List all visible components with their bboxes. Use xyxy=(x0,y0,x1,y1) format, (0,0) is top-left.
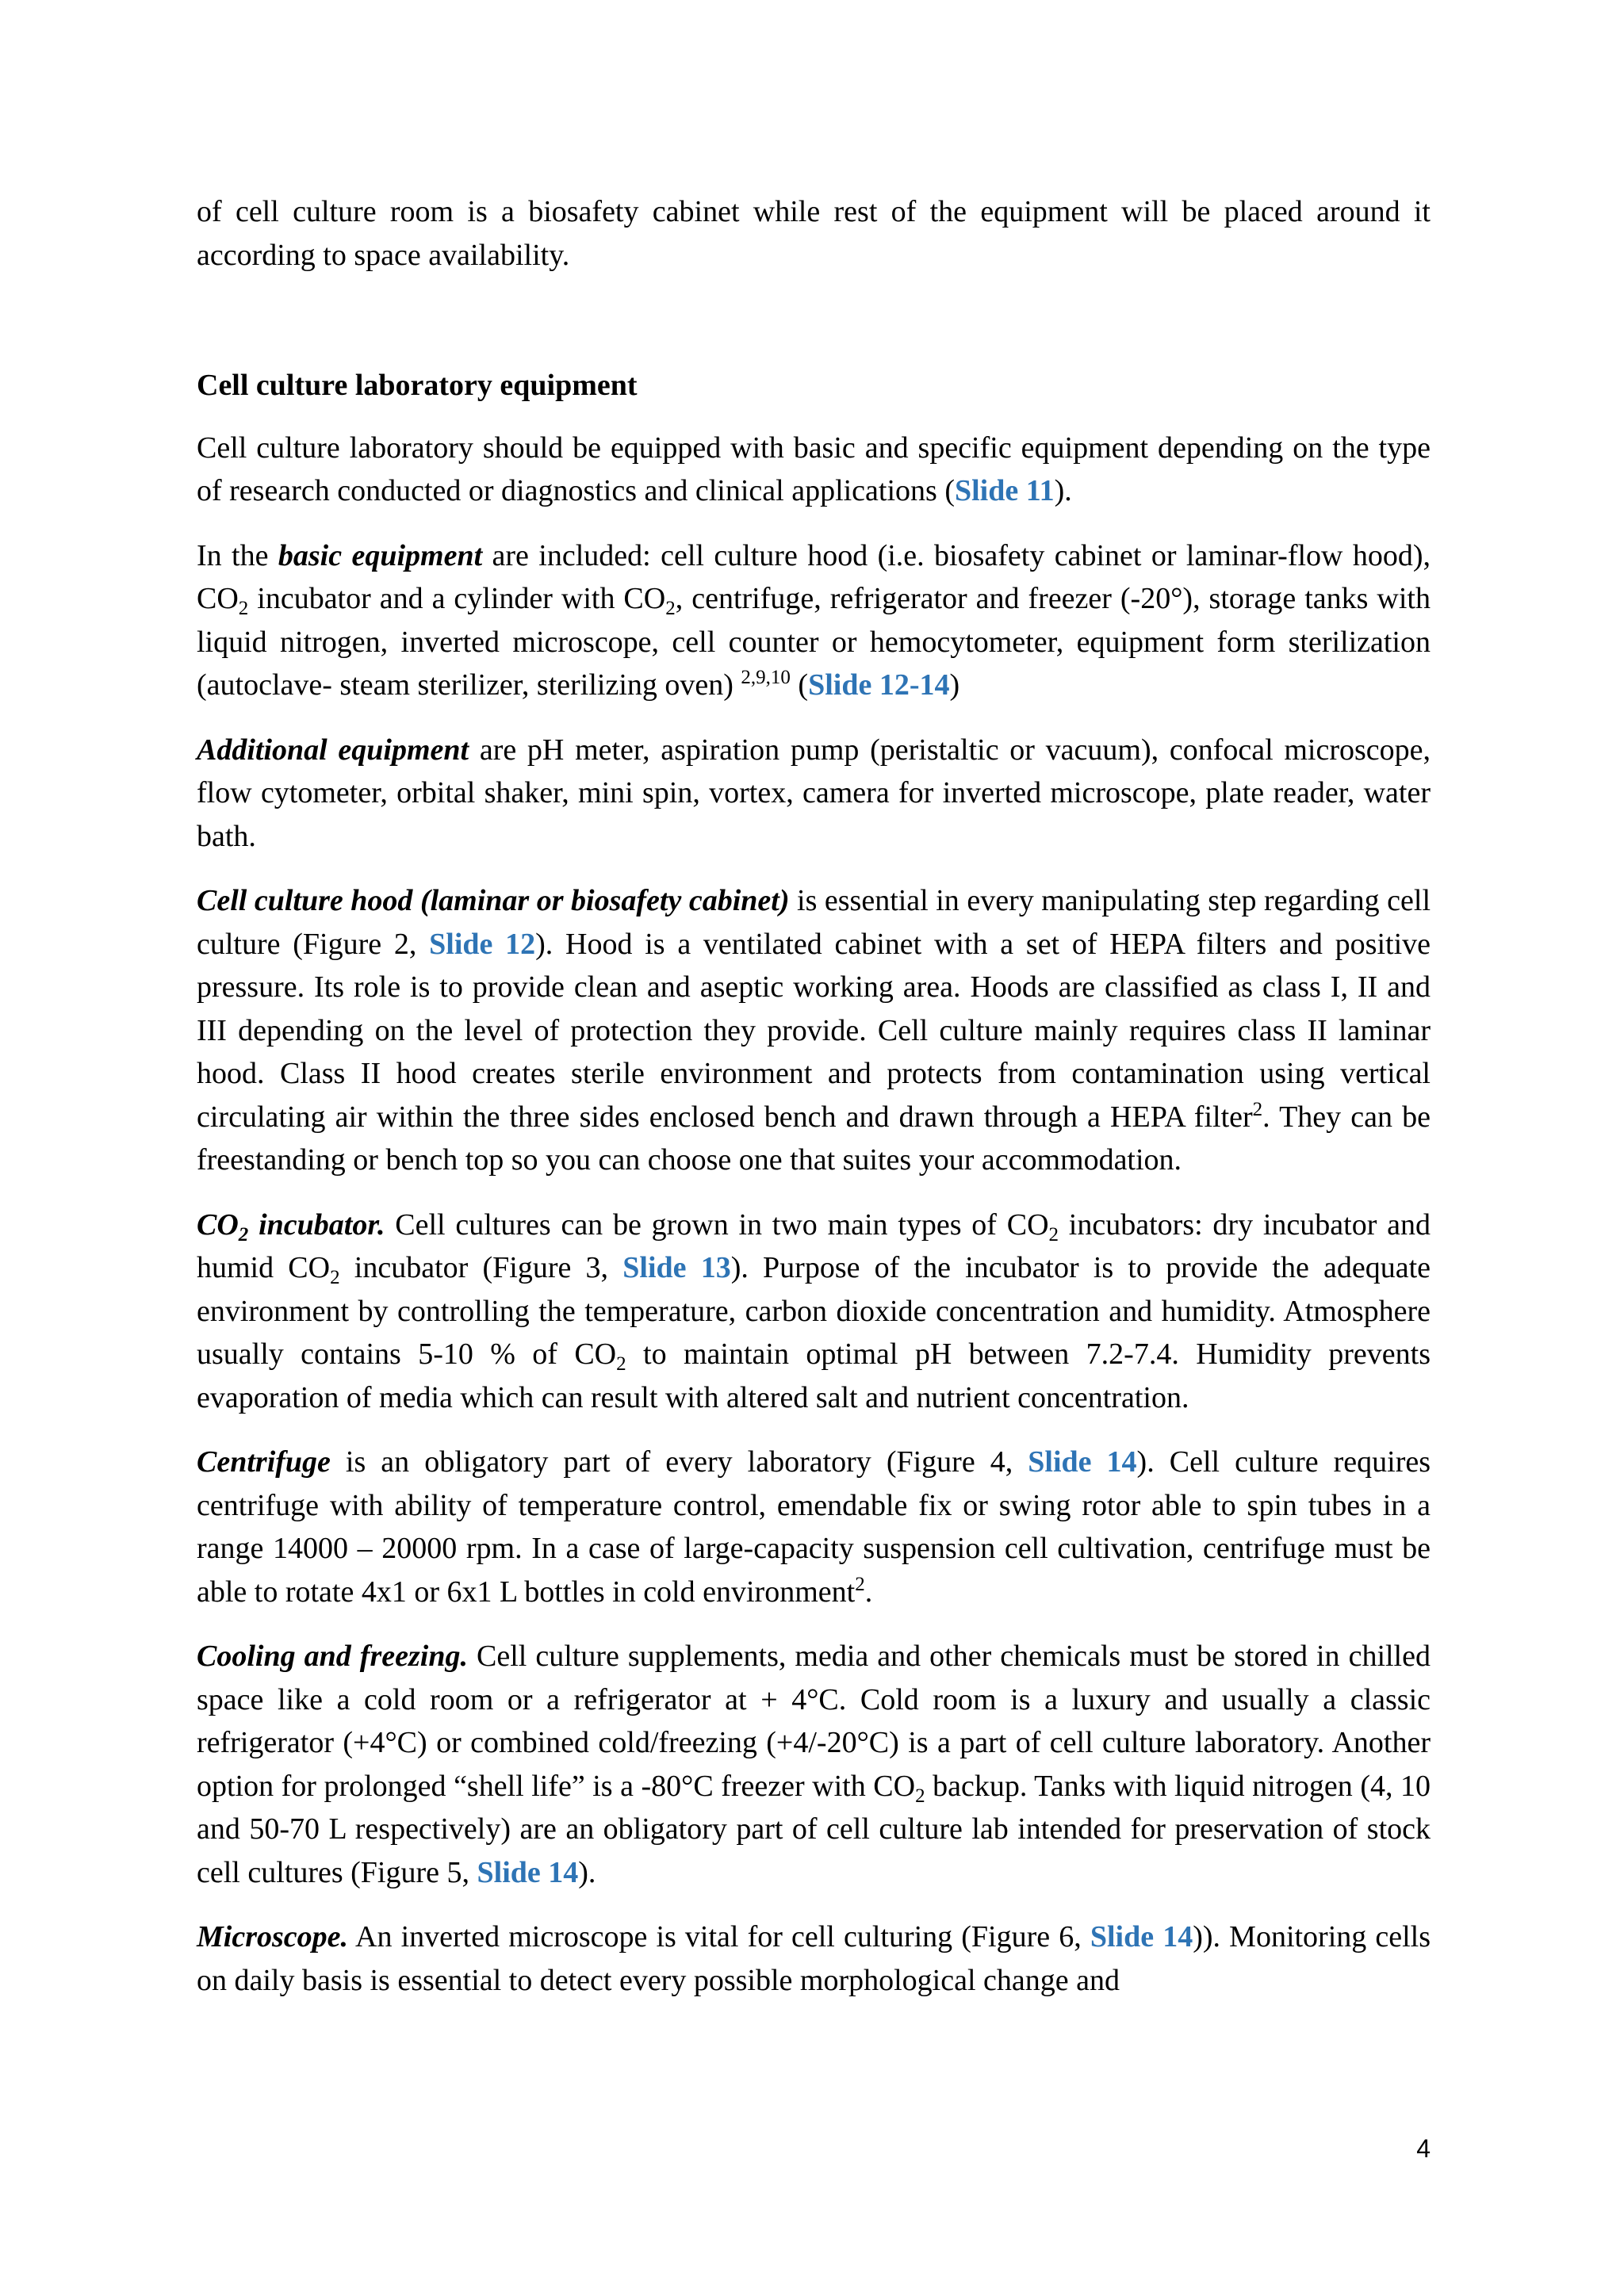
paragraph-microscope: Microscope. An inverted microscope is vital for cell culturing (Figure 6, Slide 14)). Monitoring cells on daily basis is essential to detect every possible morphological change and xyxy=(197,1920,1431,1997)
paragraph-additional-equipment: Additional equipment are pH meter, aspiration pump (peristaltic or vacuum), confocal microscope, flow cytometer, orbital shaker, mini spin, vortex, camera for inverted microscope, plate reader, water bath. xyxy=(197,733,1431,853)
page-number: 4 xyxy=(1416,2134,1431,2163)
slide-11-link[interactable]: Slide 11 xyxy=(954,474,1055,507)
intro-paragraph: of cell culture room is a biosafety cabinet while rest of the equipment will be placed around it according to space availability. xyxy=(197,195,1431,272)
slide-12-link[interactable]: Slide 12 xyxy=(429,927,536,961)
lead-centrifuge: Centrifuge xyxy=(197,1445,331,1479)
lead-co2-incubator: $CO_2$ incubator. xyxy=(197,1207,385,1246)
lead-cooling-freezing: Cooling and freezing. xyxy=(197,1640,468,1673)
paragraph-co2-incubator: $CO_2$ incubator. Cell cultures can be grown in two main types of $CO_2$ incubators: dry incubator and humid $CO_2$ incubator (Figure 3, Slide 13). Purpose of the incubator is to provide the adequate environment by controlling the temperature, carbon dioxide concentration and humidity. Atmosphere usually contains 5-10 % of $CO_2$ to maintain optimal pH between 7.2-7.4. Humidity prevents evaporation of media which can result with altered salt and nutrient concentration. xyxy=(197,1207,1431,1414)
citation: 2 xyxy=(855,1573,865,1595)
paragraph-basic-equipment: In the basic equipment are included: cell culture hood (i.e. biosafety cabinet or laminar-flow hood), $CO_2$ incubator and a cylinder with $CO_2$, centrifuge, refrigerator and freezer (-20°), storage tanks with liquid nitrogen, inverted microscope, cell counter or hemocytometer, equipment form sterilization (autoclave- steam sterilizer, sterilizing oven) $^{2,9,10}$ (Slide 12-14) xyxy=(197,538,1431,702)
paragraph-cell-culture-hood: Cell culture hood (laminar or biosafety cabinet) is essential in every manipulating step regarding cell culture (Figure 2, Slide 12). Hood is a ventilated cabinet with a set of HEPA filters and positive pressure. Its role is to provide clean and aseptic working area. Hoods are classified as class I, II and III depending on the level of protection they provide. Cell culture mainly requires class II laminar hood. Class II hood creates sterile environment and protects from contamination using vertical circulating air within the three sides enclosed bench and drawn through a HEPA filter$^2$. They can be freestanding or bench top so you can choose one that suites your accommodation. xyxy=(197,884,1431,1177)
paragraph-cooling-freezing: Cooling and freezing. Cell culture supplements, media and other chemicals must be stored in chilled space like a cold room or a refrigerator at + 4°C. Cold room is a luxury and usually a classic refrigerator (+4°C) or combined cold/freezing (+4/-20°C) is a part of cell culture laboratory. Another option for prolonged “shell life” is a -80°C freezer with $CO_2$ backup. Tanks with liquid nitrogen (4, 10 and 50-70 L respectively) are an obligatory part of cell culture lab intended for preservation of stock cell cultures (Figure 5, Slide 14). xyxy=(197,1640,1431,1889)
citation: 2 xyxy=(1252,1098,1263,1120)
paragraph-centrifuge: Centrifuge is an obligatory part of every laboratory (Figure 4, Slide 14). Cell culture requires centrifuge with ability of temperature control, emendable fix or swing rotor able to spin tubes in a range 14000 – 20000 rpm. In a case of large-capacity suspension cell cultivation, centrifuge must be able to rotate 4x1 or 6x1 L bottles in cold environment$^2$. xyxy=(197,1445,1431,1609)
slide-12-14-link[interactable]: Slide 12-14 xyxy=(808,668,950,702)
lead-cell-culture-hood: Cell culture hood (laminar or biosafety cabinet) xyxy=(197,884,790,917)
slide-13-link[interactable]: Slide 13 xyxy=(622,1251,731,1284)
section-heading: Cell culture laboratory equipment xyxy=(197,369,638,402)
slide-14-link[interactable]: Slide 14 xyxy=(1090,1920,1193,1954)
slide-14-link[interactable]: Slide 14 xyxy=(1028,1445,1137,1479)
citation: 2,9,10 xyxy=(741,667,791,688)
lead-microscope: Microscope. xyxy=(197,1920,349,1954)
lead-basic-equipment: basic equipment xyxy=(278,538,483,572)
lead-additional-equipment: Additional equipment xyxy=(197,733,469,767)
paragraph-overview: Cell culture laboratory should be equipped with basic and specific equipment depending on the type of research conducted or diagnostics and clinical applications (Slide 11). xyxy=(197,430,1431,507)
slide-14-link[interactable]: Slide 14 xyxy=(477,1855,579,1889)
